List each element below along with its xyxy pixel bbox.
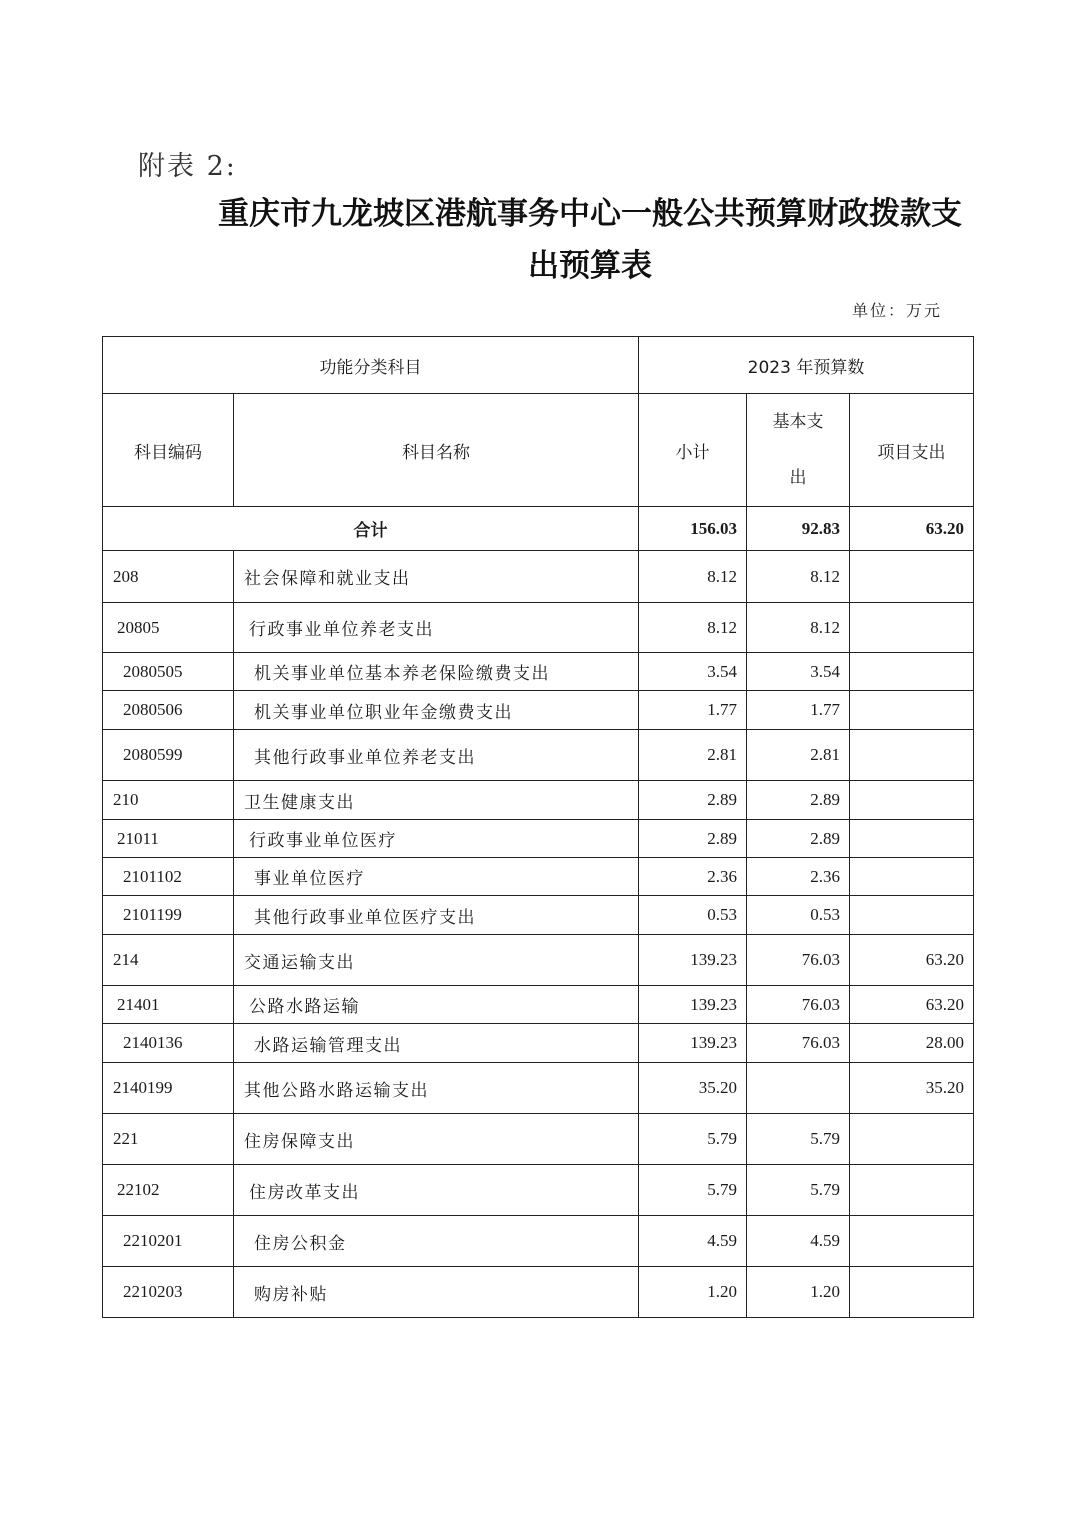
row-code: 2080599 xyxy=(103,730,234,781)
row-subtotal: 139.23 xyxy=(639,986,747,1024)
row-subtotal: 4.59 xyxy=(639,1216,747,1267)
header-row-2 xyxy=(103,394,974,507)
row-basic: 5.79 xyxy=(747,1165,850,1216)
row-project xyxy=(850,896,974,935)
subtotal-header: 小计 xyxy=(639,394,747,507)
row-code: 22102 xyxy=(103,1165,234,1216)
basic-header xyxy=(747,394,850,507)
row-subtotal: 139.23 xyxy=(639,1024,747,1063)
row-code: 221 xyxy=(103,1114,234,1165)
row-basic: 76.03 xyxy=(747,986,850,1024)
total-row xyxy=(103,507,974,551)
row-basic: 4.59 xyxy=(747,1216,850,1267)
row-name: 公路水路运输 xyxy=(234,986,639,1024)
table-row xyxy=(103,1216,974,1267)
basic-header-line-2: 出 xyxy=(789,468,807,488)
basic-header-line-1: 基本支 xyxy=(772,412,824,432)
table-row xyxy=(103,935,974,986)
row-name: 行政事业单位医疗 xyxy=(234,820,639,858)
total-label: 合计 xyxy=(103,507,639,551)
table-row xyxy=(103,858,974,896)
row-code: 2101199 xyxy=(103,896,234,935)
row-name: 行政事业单位养老支出 xyxy=(234,603,639,653)
row-code: 2080506 xyxy=(103,691,234,730)
row-project xyxy=(850,1165,974,1216)
budget-table xyxy=(102,336,974,1318)
row-project xyxy=(850,1267,974,1318)
row-basic: 3.54 xyxy=(747,653,850,691)
row-basic: 1.20 xyxy=(747,1267,850,1318)
row-name: 交通运输支出 xyxy=(234,935,639,986)
row-basic: 5.79 xyxy=(747,1114,850,1165)
row-project xyxy=(850,730,974,781)
row-project xyxy=(850,653,974,691)
row-subtotal: 1.20 xyxy=(639,1267,747,1318)
row-project: 63.20 xyxy=(850,935,974,986)
row-basic: 76.03 xyxy=(747,935,850,986)
row-code: 2140199 xyxy=(103,1063,234,1114)
title-line-2: 出预算表 xyxy=(528,248,652,284)
row-basic xyxy=(747,1063,850,1114)
table-row xyxy=(103,896,974,935)
table-row xyxy=(103,730,974,781)
row-name: 机关事业单位基本养老保险缴费支出 xyxy=(234,653,639,691)
row-project xyxy=(850,691,974,730)
total-project: 63.20 xyxy=(850,507,974,551)
row-project xyxy=(850,1114,974,1165)
row-subtotal: 5.79 xyxy=(639,1165,747,1216)
row-subtotal: 2.89 xyxy=(639,820,747,858)
row-basic: 2.36 xyxy=(747,858,850,896)
row-subtotal: 3.54 xyxy=(639,653,747,691)
project-header: 项目支出 xyxy=(850,394,974,507)
table-row xyxy=(103,551,974,603)
row-project xyxy=(850,781,974,820)
row-project: 28.00 xyxy=(850,1024,974,1063)
table-row xyxy=(103,1267,974,1318)
row-code: 2080505 xyxy=(103,653,234,691)
table-row xyxy=(103,1024,974,1063)
annex-label: 附表 2: xyxy=(138,151,237,182)
row-subtotal: 1.77 xyxy=(639,691,747,730)
row-code: 20805 xyxy=(103,603,234,653)
row-basic: 76.03 xyxy=(747,1024,850,1063)
row-code: 2210203 xyxy=(103,1267,234,1318)
functional-category-header: 功能分类科目 xyxy=(103,337,639,394)
row-name: 住房保障支出 xyxy=(234,1114,639,1165)
code-header: 科目编码 xyxy=(103,394,234,507)
row-subtotal: 5.79 xyxy=(639,1114,747,1165)
row-name: 其他行政事业单位医疗支出 xyxy=(234,896,639,935)
row-code: 21011 xyxy=(103,820,234,858)
row-project xyxy=(850,551,974,603)
row-basic: 2.89 xyxy=(747,820,850,858)
row-basic: 2.89 xyxy=(747,781,850,820)
unit-label: 单位：万元 xyxy=(851,301,942,320)
row-code: 21401 xyxy=(103,986,234,1024)
row-subtotal: 35.20 xyxy=(639,1063,747,1114)
table-row xyxy=(103,1165,974,1216)
row-name: 机关事业单位职业年金缴费支出 xyxy=(234,691,639,730)
table-row xyxy=(103,781,974,820)
row-name: 其他行政事业单位养老支出 xyxy=(234,730,639,781)
table-row xyxy=(103,820,974,858)
row-project xyxy=(850,1216,974,1267)
title-line-1: 重庆市九龙坡区港航事务中心一般公共预算财政拨款支 xyxy=(218,196,962,232)
row-basic: 8.12 xyxy=(747,603,850,653)
name-header: 科目名称 xyxy=(234,394,639,507)
table-row xyxy=(103,691,974,730)
row-code: 2101102 xyxy=(103,858,234,896)
total-subtotal: 156.03 xyxy=(639,507,747,551)
row-basic: 8.12 xyxy=(747,551,850,603)
row-project xyxy=(850,820,974,858)
header-row-1 xyxy=(103,337,974,394)
row-name: 事业单位医疗 xyxy=(234,858,639,896)
row-subtotal: 139.23 xyxy=(639,935,747,986)
row-name: 购房补贴 xyxy=(234,1267,639,1318)
table-row xyxy=(103,986,974,1024)
table-row xyxy=(103,603,974,653)
row-name: 社会保障和就业支出 xyxy=(234,551,639,603)
table-row xyxy=(103,1063,974,1114)
row-basic: 0.53 xyxy=(747,896,850,935)
row-name: 住房公积金 xyxy=(234,1216,639,1267)
row-project: 35.20 xyxy=(850,1063,974,1114)
row-basic: 2.81 xyxy=(747,730,850,781)
row-project xyxy=(850,858,974,896)
row-project xyxy=(850,603,974,653)
row-subtotal: 2.81 xyxy=(639,730,747,781)
row-name: 住房改革支出 xyxy=(234,1165,639,1216)
row-subtotal: 8.12 xyxy=(639,551,747,603)
total-basic: 92.83 xyxy=(747,507,850,551)
row-subtotal: 2.89 xyxy=(639,781,747,820)
table-row xyxy=(103,1114,974,1165)
table-row xyxy=(103,653,974,691)
row-name: 水路运输管理支出 xyxy=(234,1024,639,1063)
budget-year-header: 2023 年预算数 xyxy=(639,337,974,394)
row-code: 2140136 xyxy=(103,1024,234,1063)
row-code: 2210201 xyxy=(103,1216,234,1267)
row-basic: 1.77 xyxy=(747,691,850,730)
row-code: 214 xyxy=(103,935,234,986)
row-project: 63.20 xyxy=(850,986,974,1024)
row-subtotal: 0.53 xyxy=(639,896,747,935)
row-subtotal: 2.36 xyxy=(639,858,747,896)
row-name: 其他公路水路运输支出 xyxy=(234,1063,639,1114)
row-code: 208 xyxy=(103,551,234,603)
row-code: 210 xyxy=(103,781,234,820)
page-title xyxy=(210,188,970,292)
row-subtotal: 8.12 xyxy=(639,603,747,653)
row-name: 卫生健康支出 xyxy=(234,781,639,820)
